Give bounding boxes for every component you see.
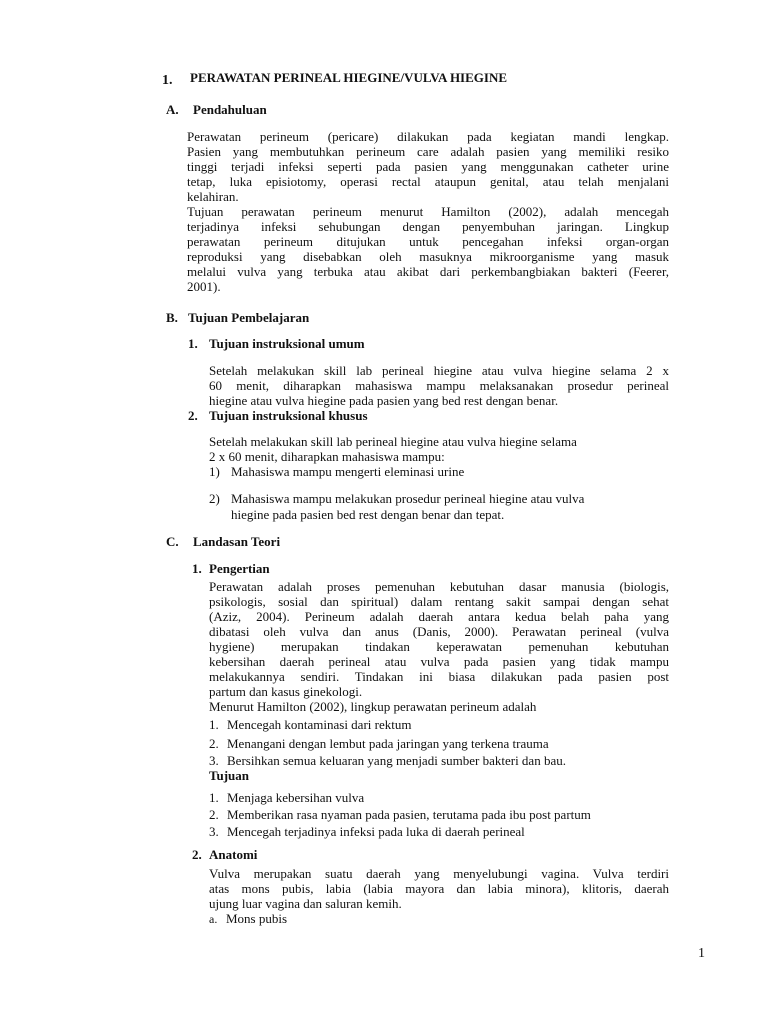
- text-line: atas mons pubis, labia (labia mayora dan labia minora), klitoris, daerah: [209, 881, 669, 896]
- text-line: perawatan perineum ditujukan untuk pencegahan infeksi organ-organ: [187, 234, 669, 249]
- list-marker: 2.: [209, 807, 219, 822]
- text-line: terjadinya infeksi sehubungan dengan penyembuhan jaringan. Lingkup: [187, 219, 669, 234]
- list-marker: 3.: [209, 824, 219, 839]
- page-number: 1: [698, 946, 705, 961]
- subsection-b1-number: 1.: [188, 336, 198, 351]
- subsection-b2-number: 2.: [188, 408, 198, 423]
- subsection-b1-title: Tujuan instruksional umum: [209, 336, 365, 351]
- subsection-c2-number: 2.: [192, 847, 202, 862]
- list-marker: 3.: [209, 753, 219, 768]
- text-line: melakukannya sendiri. Tindakan ini biasa dilakukan pada pasien post: [209, 669, 669, 684]
- list-marker: 1.: [209, 717, 219, 732]
- text-line: Tujuan perawatan perineum menurut Hamilton (2002), adalah mencegah: [187, 204, 669, 219]
- subsection-b2-intro-line: Setelah melakukan skill lab perineal hiegine atau vulva hiegine selama: [209, 434, 577, 449]
- section-a-title: Pendahuluan: [193, 102, 267, 117]
- text-line: dibatasi oleh vulva dan anus (Danis, 2000). Perawatan perineal (vulva: [209, 624, 669, 639]
- section-a-paragraph: [187, 129, 669, 294]
- text-line: Pasien yang membutuhkan perineum care adalah pasien yang memiliki resiko: [187, 144, 669, 159]
- text-line: melalui vulva yang terbuka atau akibat dari perkembangbiakan bakteri (Feerer,: [187, 264, 669, 279]
- list-item: Mencegah terjadinya infeksi pada luka di daerah perineal: [227, 824, 525, 839]
- subsection-c2-paragraph: [209, 866, 669, 911]
- text-line: (Aziz, 2004). Perineum adalah daerah antara kedua belah paha yang: [209, 609, 669, 624]
- subsection-c1-title: Pengertian: [209, 561, 270, 576]
- section-b-title: Tujuan Pembelajaran: [188, 310, 310, 325]
- text-line: ujung luar vagina dan saluran kemih.: [209, 896, 402, 911]
- text-line: kebersihan daerah perineal atau vulva pada pasien yang tidak mampu: [209, 654, 669, 669]
- lingkup-intro: Menurut Hamilton (2002), lingkup perawatan perineum adalah: [209, 699, 537, 714]
- subsection-b2-title: Tujuan instruksional khusus: [209, 408, 368, 423]
- text-line: 60 menit, diharapkan mahasiswa mampu melaksanakan prosedur perineal: [209, 378, 669, 393]
- text-line: hygiene) merupakan tindakan keperawatan pemenuhan kebutuhan: [209, 639, 669, 654]
- text-line: Perawatan perineum (pericare) dilakukan pada kegiatan mandi lengkap.: [187, 129, 669, 144]
- list-marker: a.: [209, 912, 218, 926]
- section-c-title: Landasan Teori: [193, 534, 281, 549]
- text-line: kelahiran.: [187, 189, 239, 204]
- subsection-b2-intro-line: 2 x 60 menit, diharapkan mahasiswa mampu:: [209, 449, 445, 464]
- text-line: hiegine atau vulva hiegine pada pasien yang bed rest dengan benar.: [209, 393, 559, 408]
- text-line: partum dan kasus ginekologi.: [209, 684, 363, 699]
- section-c-letter: C.: [166, 534, 179, 549]
- list-item: Mons pubis: [226, 911, 288, 926]
- section-b-letter: B.: [166, 310, 178, 325]
- list-marker: 2): [209, 491, 220, 506]
- list-item: Menjaga kebersihan vulva: [227, 790, 365, 805]
- text-line: reproduksi yang disebabkan oleh masuknya mikroorganisme yang masuk: [187, 249, 669, 264]
- list-item: Mahasiswa mampu mengerti eleminasi urine: [231, 464, 465, 479]
- list-item: Mahasiswa mampu melakukan prosedur perineal hiegine atau vulva: [231, 491, 585, 506]
- list-marker: 2.: [209, 736, 219, 751]
- list-marker: 1): [209, 464, 220, 479]
- chapter-title: PERAWATAN PERINEAL HIEGINE/VULVA HIEGINE: [190, 70, 508, 85]
- text-line: Vulva merupakan suatu daerah yang menyelubungi vagina. Vulva terdiri: [209, 866, 669, 881]
- list-item: Bersihkan semua keluaran yang menjadi sumber bakteri dan bau.: [227, 753, 566, 768]
- tujuan-heading: Tujuan: [209, 768, 249, 783]
- list-item: Mencegah kontaminasi dari rektum: [227, 717, 412, 732]
- text-line: Perawatan adalah proses pemenuhan kebutuhan dasar manusia (biologis,: [209, 579, 669, 594]
- list-item: Memberikan rasa nyaman pada pasien, terutama pada ibu post partum: [227, 807, 591, 822]
- section-a-letter: A.: [166, 102, 179, 117]
- text-line: tetap, luka episiotomy, operasi rectal ataupun genital, atau telah menjalani: [187, 174, 669, 189]
- text-line: 2001).: [187, 279, 221, 294]
- list-item: Menangani dengan lembut pada jaringan yang terkena trauma: [227, 736, 549, 751]
- subsection-c1-number: 1.: [192, 561, 202, 576]
- subsection-b1-paragraph: [209, 363, 669, 408]
- chapter-number: 1.: [162, 73, 173, 88]
- text-line: psikologis, sosial dan spiritual) dalam rentang sakit sampai dengan sehat: [209, 594, 669, 609]
- subsection-c2-title: Anatomi: [209, 847, 258, 862]
- subsection-c1-paragraph: [209, 579, 669, 699]
- list-item-continued: hiegine pada pasien bed rest dengan benar dan tepat.: [231, 507, 505, 522]
- list-marker: 1.: [209, 790, 219, 805]
- text-line: tinggi terjadi infeksi seperti pada pasien yang menggunakan catheter urine: [187, 159, 669, 174]
- text-line: Setelah melakukan skill lab perineal hiegine atau vulva hiegine selama 2 x: [209, 363, 669, 378]
